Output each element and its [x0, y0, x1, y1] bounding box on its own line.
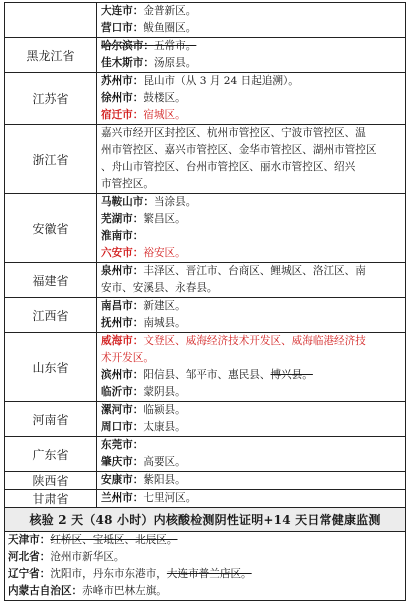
- district-text: 阳信县、邹平市、惠民县、: [143, 369, 271, 381]
- city-name: 泉州市：: [101, 265, 144, 277]
- province-name: 安徽省: [5, 194, 97, 262]
- city-name: 南昌市：: [101, 300, 144, 312]
- province-name: 黑龙江省: [5, 38, 97, 72]
- city-name: 佳木斯市：: [101, 57, 154, 69]
- list-item: [101, 20, 403, 37]
- list-item: [8, 532, 402, 549]
- list-item: [101, 245, 403, 262]
- district-text: 五常市。: [153, 40, 197, 52]
- province-name: 江西省: [5, 298, 97, 332]
- list-item: [101, 228, 403, 245]
- city-name: 芜湖市：: [101, 213, 144, 225]
- list-item: [101, 384, 403, 401]
- province-name: 陕西省: [5, 472, 97, 489]
- list-item: [101, 280, 403, 297]
- city-name: 滨州市：: [101, 369, 144, 381]
- district-text: 昆山市（从 3 月 24 日起追溯）。: [143, 75, 299, 87]
- list-item: [101, 298, 403, 315]
- region-name: 辽宁省：: [8, 568, 51, 580]
- district-text: 太康县。: [143, 421, 186, 433]
- district-text: 南城县。: [143, 317, 186, 329]
- list-item: [101, 3, 403, 20]
- city-name: 安康市：: [101, 474, 144, 486]
- city-name: 大连市：: [101, 5, 144, 17]
- struck-district-text: 博兴县。: [270, 369, 313, 381]
- district-text: 高要区。: [143, 456, 186, 468]
- province-name: 广东省: [5, 437, 97, 471]
- list-item: [101, 454, 403, 471]
- district-text: 裕安区。: [143, 247, 186, 259]
- list-item: [101, 437, 403, 454]
- province-block-jiangxi: [4, 298, 406, 333]
- district-text: 当涂县。: [153, 196, 197, 208]
- district-text: 丰泽区、晋江市、台商区、鲤城区、洛江区、南: [143, 265, 366, 277]
- section-heading: 核验 2 天（48 小时）内核酸检测阴性证明+14 天日常健康监测: [4, 508, 406, 532]
- province-block-anhui: [4, 194, 406, 263]
- city-name: 苏州市：: [101, 75, 144, 87]
- struck-district-text: 大连市普兰店区。: [166, 568, 252, 580]
- list-item: [101, 38, 403, 55]
- district-text: 鲅鱼圈区。: [143, 22, 197, 34]
- district-text: 沈阳市，丹东市东港市，: [50, 568, 167, 580]
- list-item: [101, 263, 403, 280]
- city-name: 兰州市：: [101, 492, 144, 504]
- list-item: [101, 490, 403, 507]
- province-cell-empty: [5, 3, 97, 37]
- list-item: 市管控区。: [101, 178, 154, 190]
- city-name: 肇庆市：: [101, 456, 144, 468]
- province-block-jiangsu: [4, 73, 406, 125]
- section2-rows: [4, 532, 406, 601]
- list-item: [101, 315, 403, 332]
- list-item: [101, 333, 403, 350]
- province-block-shaanxi: [4, 472, 406, 490]
- city-name: 哈尔滨市：: [101, 40, 154, 52]
- province-block-shandong: [4, 333, 406, 402]
- list-item: [101, 350, 403, 367]
- list-item: [101, 194, 403, 211]
- list-item: [101, 472, 403, 489]
- city-name: 宿迁市：: [101, 109, 144, 121]
- list-item: [101, 211, 403, 228]
- province-block-zhejiang: [4, 125, 406, 194]
- city-name: 淮南市：: [101, 230, 144, 242]
- province-name: 河南省: [5, 402, 97, 436]
- district-text: 临颍县。: [143, 404, 186, 416]
- city-name: 徐州市：: [101, 92, 144, 104]
- list-item: [8, 566, 402, 583]
- district-text: 紫阳县。: [143, 474, 186, 486]
- city-name: 营口市：: [101, 22, 144, 34]
- city-name: 临沂市：: [101, 386, 144, 398]
- district-text: 宿城区。: [143, 109, 186, 121]
- province-name: 江苏省: [5, 73, 97, 124]
- list-item: [101, 90, 403, 107]
- district-text: 文登区、威海经济技术开发区、威海临港经济技: [143, 335, 366, 347]
- list-item: [101, 367, 403, 384]
- province-name: 浙江省: [5, 125, 97, 193]
- province-name: 山东省: [5, 333, 97, 401]
- city-name: 六安市：: [101, 247, 144, 259]
- province-block-fujian: [4, 263, 406, 298]
- district-text: 鼓楼区。: [143, 92, 186, 104]
- district-text: 沧州市新华区。: [50, 551, 125, 563]
- list-item: [8, 549, 402, 566]
- district-text: 汤原县。: [153, 57, 197, 69]
- control-list-table: [4, 2, 406, 601]
- district-text: 金普新区。: [143, 5, 197, 17]
- list-item: 、舟山市管控区、台州市管控区、丽水市管控区、绍兴: [101, 161, 356, 173]
- district-text: 七里河区。: [143, 492, 197, 504]
- district-text: 红桥区、宝坻区、北辰区。: [50, 534, 178, 546]
- list-item: [101, 402, 403, 419]
- district-text: 安市、安溪县、永春县。: [101, 282, 218, 294]
- list-item: [101, 73, 403, 90]
- region-name: 内蒙古自治区：: [8, 585, 83, 597]
- district-text: 赤峰市巴林左旗。: [82, 585, 167, 597]
- district-text: 术开发区。: [101, 352, 154, 364]
- district-text: 繁昌区。: [143, 213, 186, 225]
- region-name: 天津市：: [8, 534, 51, 546]
- city-name: 抚州市：: [101, 317, 144, 329]
- list-item: [101, 55, 403, 72]
- list-item: 州市管控区、嘉兴市管控区、金华市管控区、湖州市管控区: [101, 144, 377, 156]
- list-item: 嘉兴市经开区封控区、杭州市管控区、宁波市管控区、温: [101, 127, 366, 139]
- district-text: 新建区。: [143, 300, 186, 312]
- city-name: 漯河市：: [101, 404, 144, 416]
- city-name: 周口市：: [101, 421, 144, 433]
- list-item: [8, 583, 402, 600]
- continuation-block: [4, 2, 406, 38]
- province-block-henan: [4, 402, 406, 437]
- region-name: 河北省：: [8, 551, 51, 563]
- city-name: 马鞍山市：: [101, 196, 154, 208]
- province-block-heilongjiang: [4, 38, 406, 73]
- province-block-gansu: [4, 490, 406, 508]
- province-block-guangdong: [4, 437, 406, 472]
- list-item: [101, 419, 403, 436]
- city-name: 威海市：: [101, 335, 144, 347]
- province-name: 福建省: [5, 263, 97, 297]
- province-name: 甘肃省: [5, 490, 97, 507]
- district-text: 蒙阴县。: [143, 386, 186, 398]
- city-name: 东莞市：: [101, 439, 144, 451]
- list-item: [101, 107, 403, 124]
